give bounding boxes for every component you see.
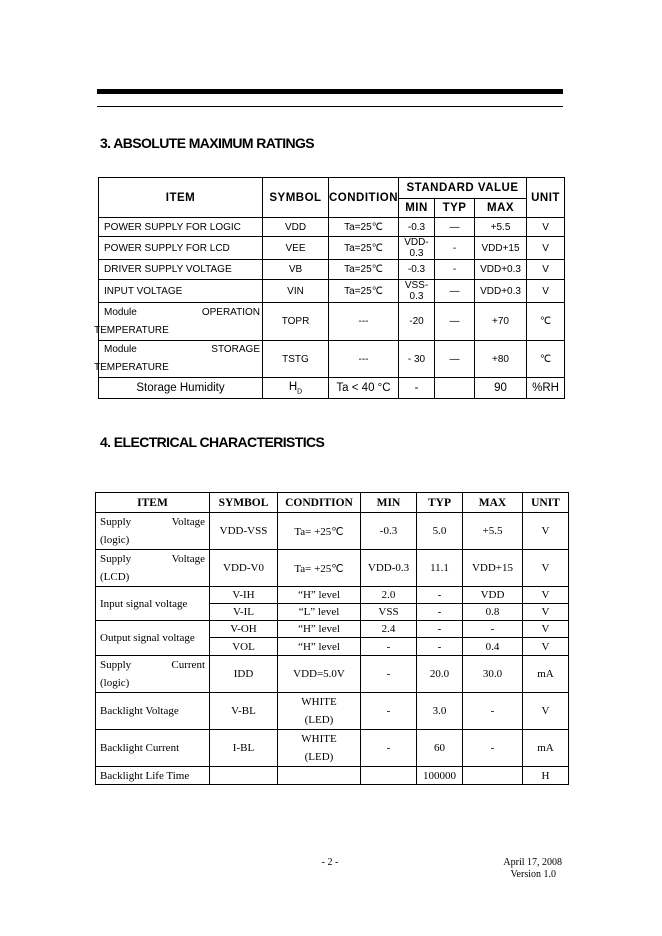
item-cell: Backlight Current	[96, 730, 210, 767]
header-max: MAX	[463, 493, 523, 513]
condition-cell: “H” level	[278, 621, 361, 638]
table-row	[96, 656, 569, 693]
item-cell: Storage Humidity	[99, 378, 263, 399]
condition-cell: Ta=25℃	[329, 218, 399, 237]
item-cell	[96, 656, 210, 693]
condition-line-2: (LED)	[304, 751, 334, 763]
max-cell: +80	[475, 341, 527, 378]
page-number: - 2 -	[321, 857, 339, 868]
typ-cell: 11.1	[417, 550, 463, 587]
condition-cell: “H” level	[278, 638, 361, 656]
typ-cell: -	[417, 604, 463, 621]
table-row	[96, 587, 569, 604]
condition-cell: Ta=25℃	[329, 280, 399, 303]
condition-cell: Ta=25℃	[329, 237, 399, 260]
item-line-1: Supply Current	[100, 659, 205, 671]
table-row	[96, 730, 569, 767]
symbol-cell	[263, 378, 329, 399]
min-cell: VDD-0.3	[361, 550, 417, 587]
item-line-2: TEMPERATURE	[94, 362, 169, 373]
max-cell: 0.8	[463, 604, 523, 621]
max-cell: -	[463, 730, 523, 767]
min-cell: -	[399, 378, 435, 399]
symbol-cell: TOPR	[263, 303, 329, 341]
symbol-cell: VDD-V0	[210, 550, 278, 587]
symbol-cell: TSTG	[263, 341, 329, 378]
unit-cell: V	[523, 550, 569, 587]
symbol-cell: V-IL	[210, 604, 278, 621]
condition-cell: ---	[329, 341, 399, 378]
min-cell: VSS	[361, 604, 417, 621]
max-cell: VDD+0.3	[475, 260, 527, 280]
item-line-2: (logic)	[100, 534, 130, 546]
max-cell: -	[463, 621, 523, 638]
typ-cell: -	[417, 621, 463, 638]
footer-version: Version 1.0	[510, 869, 556, 880]
table-row	[96, 550, 569, 587]
header-typ: TYP	[435, 199, 475, 218]
item-cell: POWER SUPPLY FOR LCD	[99, 237, 263, 260]
condition-cell: “H” level	[278, 587, 361, 604]
unit-cell: V	[527, 237, 565, 260]
min-cell: -	[361, 656, 417, 693]
unit-cell: V	[527, 260, 565, 280]
typ-cell: -	[435, 260, 475, 280]
item-cell	[94, 303, 263, 341]
item-cell: Backlight Voltage	[96, 693, 210, 730]
item-cell: Backlight Life Time	[96, 767, 210, 785]
max-cell: -	[463, 693, 523, 730]
item-cell: Output signal voltage	[96, 621, 210, 656]
table-row	[99, 303, 565, 341]
table-row	[96, 767, 569, 785]
condition-cell: Ta < 40 °C	[329, 378, 399, 399]
condition-cell	[278, 730, 361, 767]
min-cell: -	[361, 730, 417, 767]
symbol-cell	[210, 767, 278, 785]
unit-cell: H	[523, 767, 569, 785]
table-row	[96, 693, 569, 730]
max-cell: VDD+0.3	[475, 280, 527, 303]
table-row	[96, 621, 569, 638]
symbol-main: H	[288, 380, 298, 393]
unit-cell: V	[523, 513, 569, 550]
table-row	[99, 237, 565, 260]
typ-cell: -	[417, 587, 463, 604]
max-cell: +5.5	[475, 218, 527, 237]
item-line-2: (LCD)	[100, 571, 130, 583]
max-cell: +70	[475, 303, 527, 341]
symbol-subscript: D	[297, 388, 303, 396]
item-cell: Input signal voltage	[96, 587, 210, 621]
section-4-heading: 4. ELECTRICAL CHARACTERISTICS	[100, 434, 325, 450]
max-cell: VDD+15	[463, 550, 523, 587]
unit-cell: %RH	[527, 378, 565, 399]
item-line-1: Supply Voltage	[100, 553, 205, 565]
table-row	[99, 341, 565, 378]
max-cell: 30.0	[463, 656, 523, 693]
condition-cell	[278, 767, 361, 785]
header-item: ITEM	[99, 178, 263, 218]
typ-cell: 100000	[417, 767, 463, 785]
symbol-cell: IDD	[210, 656, 278, 693]
unit-cell: V	[527, 280, 565, 303]
max-cell: 0.4	[463, 638, 523, 656]
condition-line-1: WHITE	[301, 696, 337, 708]
typ-cell: —	[435, 280, 475, 303]
symbol-cell: V-BL	[210, 693, 278, 730]
unit-cell: V	[523, 604, 569, 621]
min-cell: -	[361, 693, 417, 730]
header-thin-rule	[97, 106, 563, 107]
item-cell: DRIVER SUPPLY VOLTAGE	[99, 260, 263, 280]
unit-cell: mA	[523, 730, 569, 767]
max-cell: 90	[475, 378, 527, 399]
item-line-1: Module OPERATION	[104, 306, 260, 318]
min-cell: - 30	[399, 341, 435, 378]
absolute-maximum-ratings-table	[94, 177, 565, 399]
condition-cell	[278, 693, 361, 730]
symbol-cell: VB	[263, 260, 329, 280]
item-line-1: Module STORAGE	[104, 344, 260, 355]
item-line-1: Supply Voltage	[100, 516, 205, 528]
symbol-cell: V-OH	[210, 621, 278, 638]
item-cell: INPUT VOLTAGE	[99, 280, 263, 303]
symbol-cell: I-BL	[210, 730, 278, 767]
unit-cell: V	[527, 218, 565, 237]
min-cell: VSS-0.3	[399, 280, 435, 303]
max-cell: VDD+15	[475, 237, 527, 260]
typ-cell: 5.0	[417, 513, 463, 550]
item-line-2: (logic)	[100, 677, 130, 689]
condition-cell: VDD=5.0V	[278, 656, 361, 693]
min-cell: -0.3	[361, 513, 417, 550]
unit-cell: V	[523, 621, 569, 638]
condition-cell: ---	[329, 303, 399, 341]
symbol-cell: VDD-VSS	[210, 513, 278, 550]
condition-line-2: (LED)	[304, 714, 334, 726]
min-cell: -	[361, 638, 417, 656]
header-symbol: SYMBOL	[263, 178, 329, 218]
condition-cell: Ta= +25℃	[278, 513, 361, 550]
unit-cell: ℃	[527, 341, 565, 378]
item-line-2: TEMPERATURE	[94, 324, 169, 336]
max-cell: VDD	[463, 587, 523, 604]
header-symbol: SYMBOL	[210, 493, 278, 513]
header-typ: TYP	[417, 493, 463, 513]
header-unit: UNIT	[527, 178, 565, 218]
header-standard-value: STANDARD VALUE	[399, 178, 527, 199]
symbol-cell: VDD	[263, 218, 329, 237]
table-row	[99, 260, 565, 280]
header-max: MAX	[475, 199, 527, 218]
typ-cell: 3.0	[417, 693, 463, 730]
typ-cell: —	[435, 218, 475, 237]
item-cell: POWER SUPPLY FOR LOGIC	[99, 218, 263, 237]
table-row	[99, 218, 565, 237]
symbol-cell: VIN	[263, 280, 329, 303]
min-cell: -0.3	[399, 260, 435, 280]
header-min: MIN	[361, 493, 417, 513]
header-thick-rule	[97, 89, 563, 94]
typ-cell: —	[435, 341, 475, 378]
condition-cell: Ta= +25℃	[278, 550, 361, 587]
unit-cell: mA	[523, 656, 569, 693]
section-3-heading: 3. ABSOLUTE MAXIMUM RATINGS	[100, 135, 315, 151]
header-condition: CONDITION	[329, 178, 399, 218]
header-min: MIN	[399, 199, 435, 218]
electrical-characteristics-table	[95, 492, 569, 785]
item-cell	[94, 341, 263, 378]
table-row	[96, 513, 569, 550]
condition-cell: “L” level	[278, 604, 361, 621]
unit-cell: V	[523, 693, 569, 730]
min-cell: 2.4	[361, 621, 417, 638]
symbol-cell: VEE	[263, 237, 329, 260]
typ-cell: 20.0	[417, 656, 463, 693]
min-cell	[361, 767, 417, 785]
symbol-cell: V-IH	[210, 587, 278, 604]
max-cell: +5.5	[463, 513, 523, 550]
table-row	[99, 378, 565, 399]
item-cell	[96, 513, 210, 550]
min-cell: -0.3	[399, 218, 435, 237]
condition-cell: Ta=25℃	[329, 260, 399, 280]
table-header-row	[96, 493, 569, 513]
header-item: ITEM	[96, 493, 210, 513]
max-cell	[463, 767, 523, 785]
header-condition: CONDITION	[278, 493, 361, 513]
unit-cell: V	[523, 638, 569, 656]
typ-cell: -	[435, 237, 475, 260]
footer-date: April 17, 2008	[503, 857, 562, 868]
typ-cell: 60	[417, 730, 463, 767]
header-unit: UNIT	[523, 493, 569, 513]
item-cell	[96, 550, 210, 587]
min-cell: 2.0	[361, 587, 417, 604]
unit-cell: ℃	[527, 303, 565, 341]
symbol-cell: VOL	[210, 638, 278, 656]
unit-cell: V	[523, 587, 569, 604]
condition-line-1: WHITE	[301, 733, 337, 745]
table-header-row	[99, 178, 565, 199]
table-row	[99, 280, 565, 303]
min-cell: -20	[399, 303, 435, 341]
typ-cell	[435, 378, 475, 399]
min-cell: VDD-0.3	[399, 237, 435, 260]
typ-cell: —	[435, 303, 475, 341]
typ-cell: -	[417, 638, 463, 656]
